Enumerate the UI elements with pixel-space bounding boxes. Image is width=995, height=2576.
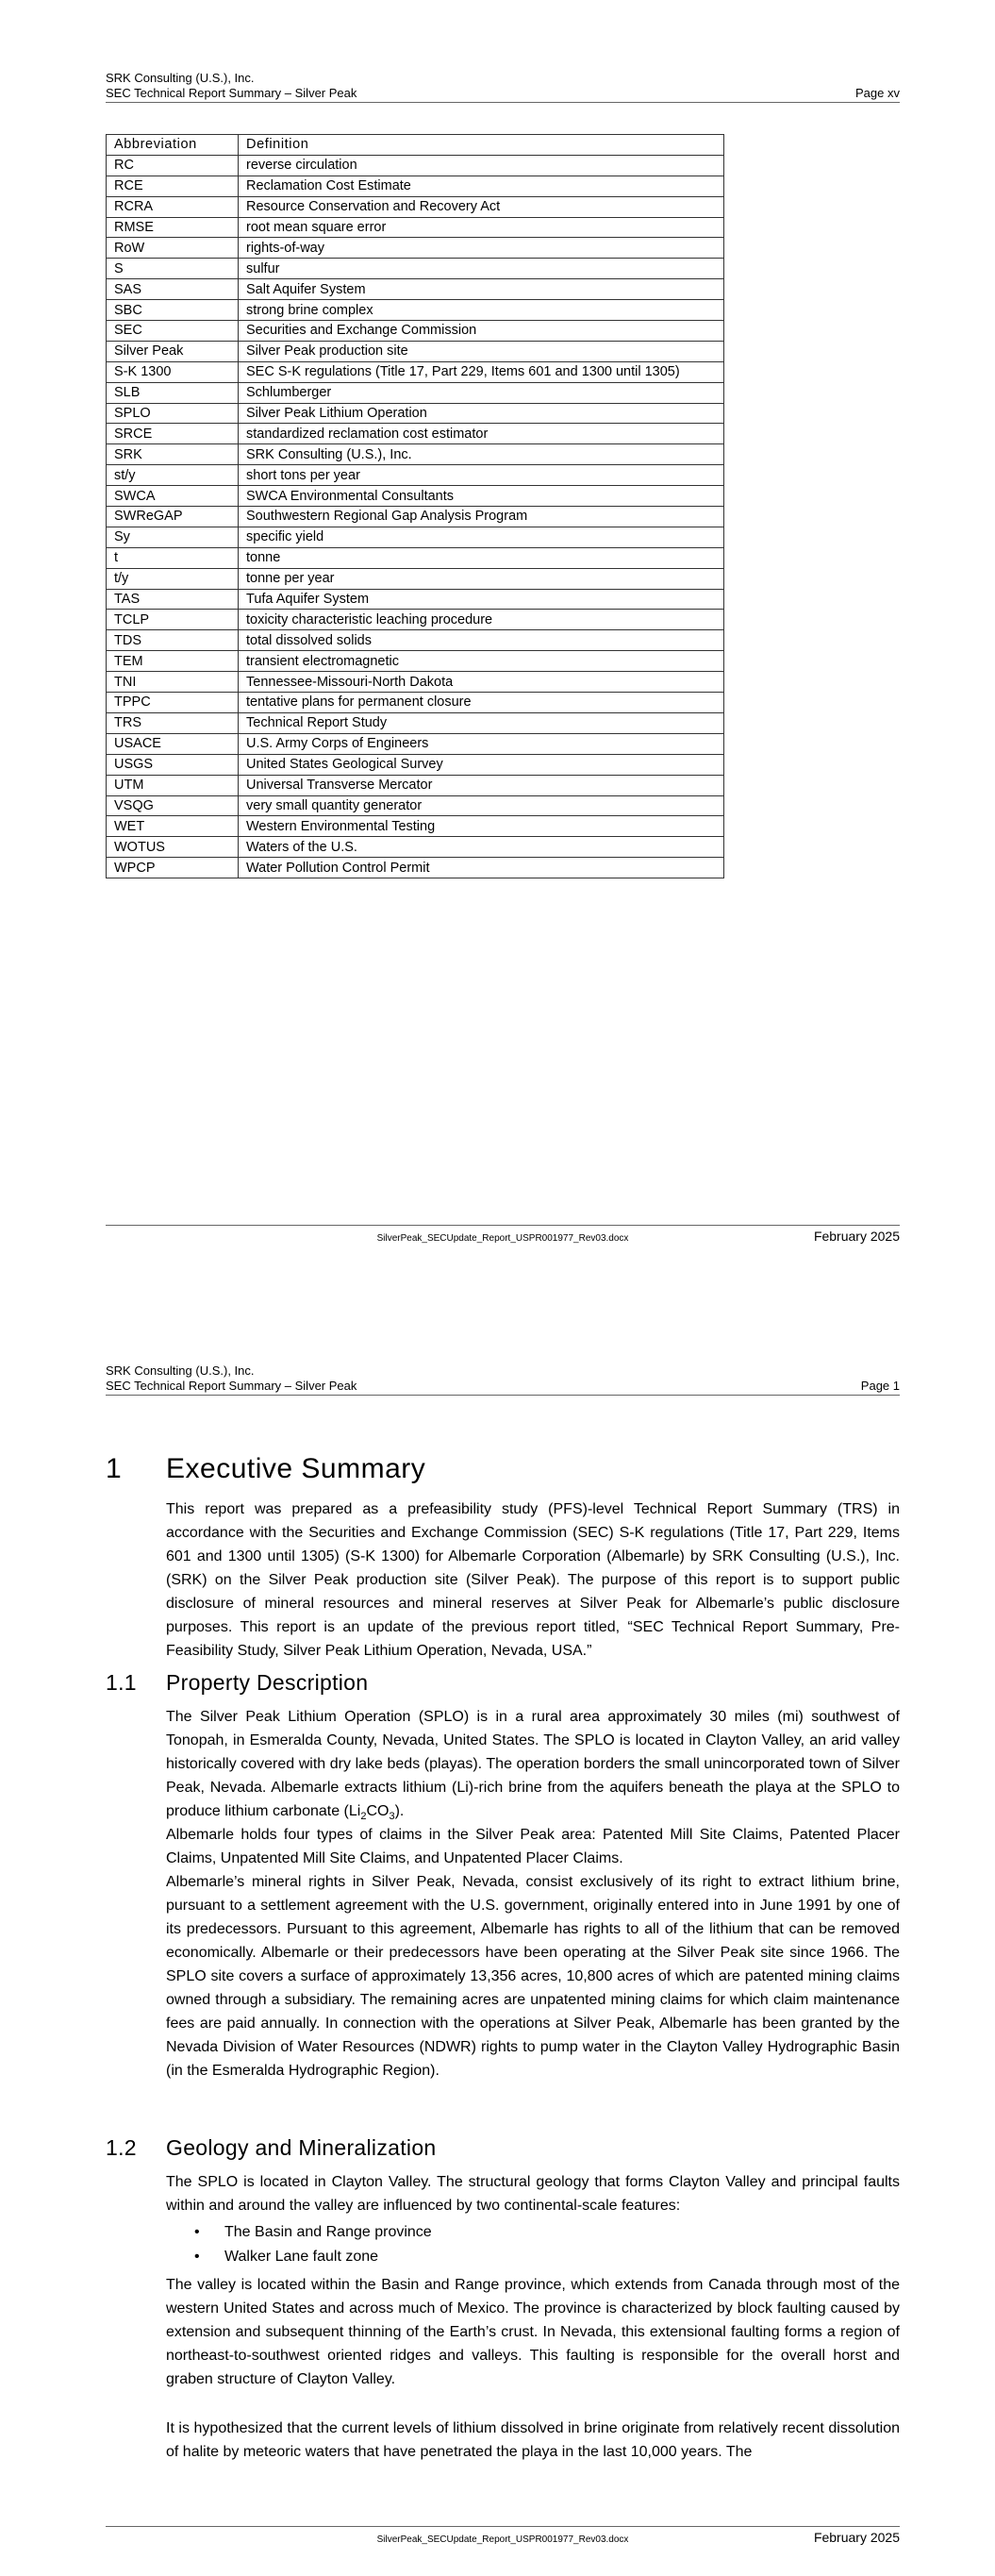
footer-date: February 2025 bbox=[813, 1229, 900, 1244]
abbreviation-cell: S-K 1300 bbox=[107, 361, 239, 382]
table-row bbox=[107, 403, 724, 424]
definition-cell: Silver Peak Lithium Operation bbox=[239, 403, 724, 424]
table-row bbox=[107, 238, 724, 259]
section-heading-geology-mineralization bbox=[106, 2134, 437, 2161]
abbreviation-cell: TPPC bbox=[107, 693, 239, 713]
definition-cell: Universal Transverse Mercator bbox=[239, 775, 724, 795]
table-row bbox=[107, 279, 724, 300]
table-row bbox=[107, 361, 724, 382]
table-row bbox=[107, 568, 724, 589]
table-row bbox=[107, 155, 724, 176]
table-row bbox=[107, 630, 724, 651]
subscript: 3 bbox=[389, 1811, 395, 1823]
abbreviation-cell: RCRA bbox=[107, 196, 239, 217]
abbreviation-cell: WOTUS bbox=[107, 837, 239, 858]
page-footer bbox=[106, 2526, 900, 2550]
definition-cell: Southwestern Regional Gap Analysis Program bbox=[239, 507, 724, 527]
footer-date: February 2025 bbox=[813, 2530, 900, 2545]
definition-cell: SWCA Environmental Consultants bbox=[239, 486, 724, 507]
table-row bbox=[107, 712, 724, 733]
geology-paragraph-3: It is hypothesized that the current levels of lithium dissolved in brine originate from relatively recent dissolution of halite by meteoric waters that have penetrated the playa in the last 10,000 years. The bbox=[166, 2420, 900, 2460]
abbreviation-cell: SWReGAP bbox=[107, 507, 239, 527]
abbreviation-cell: Silver Peak bbox=[107, 341, 239, 361]
abbreviation-cell: SAS bbox=[107, 279, 239, 300]
abbreviation-cell: TCLP bbox=[107, 610, 239, 630]
abbreviation-cell: UTM bbox=[107, 775, 239, 795]
table-row bbox=[107, 589, 724, 610]
definition-cell: transient electromagnetic bbox=[239, 651, 724, 672]
definition-cell: Technical Report Study bbox=[239, 712, 724, 733]
table-row bbox=[107, 217, 724, 238]
abbreviation-cell: TEM bbox=[107, 651, 239, 672]
page-footer bbox=[106, 1225, 900, 1248]
definition-cell: short tons per year bbox=[239, 465, 724, 486]
geology-bullet-list bbox=[166, 2220, 900, 2268]
abbreviation-cell: RoW bbox=[107, 238, 239, 259]
definition-cell: Water Pollution Control Permit bbox=[239, 858, 724, 878]
definition-cell: root mean square error bbox=[239, 217, 724, 238]
abbreviation-cell: SRK bbox=[107, 444, 239, 465]
definition-cell: Schlumberger bbox=[239, 382, 724, 403]
subscript: 2 bbox=[360, 1811, 367, 1823]
abbreviation-cell: Sy bbox=[107, 527, 239, 547]
header-page-number: Page 1 bbox=[860, 1379, 900, 1393]
abbreviation-cell: st/y bbox=[107, 465, 239, 486]
table-row bbox=[107, 651, 724, 672]
abbreviation-table bbox=[106, 134, 724, 878]
section-number: 1 bbox=[106, 1453, 123, 1484]
definition-cell: SRK Consulting (U.S.), Inc. bbox=[239, 444, 724, 465]
table-row bbox=[107, 816, 724, 837]
abbreviation-cell: TRS bbox=[107, 712, 239, 733]
footer-filename: SilverPeak_SECUpdate_Report_USPR001977_Rev03.docx bbox=[376, 2534, 629, 2545]
abbreviation-cell: RCE bbox=[107, 176, 239, 196]
definition-cell: Tufa Aquifer System bbox=[239, 589, 724, 610]
table-row bbox=[107, 527, 724, 547]
document-page-1 bbox=[0, 1288, 995, 2576]
table-row bbox=[107, 465, 724, 486]
definition-cell: standardized reclamation cost estimator bbox=[239, 424, 724, 444]
table-row bbox=[107, 693, 724, 713]
definition-cell: Reclamation Cost Estimate bbox=[239, 176, 724, 196]
definition-cell: sulfur bbox=[239, 259, 724, 279]
property-description-paragraph-3: Albemarle’s mineral rights in Silver Peak, Nevada, consist exclusively of its right to extract lithium brine, pursuant to a settlement agreement with the U.S. government, originally entered into in June 1991 by one of its predecessors. Pursuant to this agreement, Albemarle has rights to all of the lithium that can be removed economically. Albemarle or their predecessors have been operating at the Silver Peak site since 1966. The SPLO site covers a surface of approximately 13,356 acres, 10,800 acres of which are patented mining claims owned through a subsidiary. The remaining acres are unpatented mining claims for which claim maintenance fees are paid annually. In connection with the operations at Silver Peak, Albemarle has been granted by the Nevada Division of Water Resources (NDWR) rights to pump water in the Clayton Valley Hydrographic Basin (in the Esmeralda Hydrographic Region). bbox=[166, 1874, 900, 2079]
definition-cell: Waters of the U.S. bbox=[239, 837, 724, 858]
abbreviation-cell: VSQG bbox=[107, 795, 239, 816]
definition-cell: very small quantity generator bbox=[239, 795, 724, 816]
definition-cell: United States Geological Survey bbox=[239, 754, 724, 775]
abbreviation-cell: SBC bbox=[107, 300, 239, 321]
definition-cell: specific yield bbox=[239, 527, 724, 547]
table-row bbox=[107, 754, 724, 775]
property-description-paragraph-1 bbox=[166, 1705, 900, 1829]
abbreviation-cell: RC bbox=[107, 155, 239, 176]
table-row bbox=[107, 176, 724, 196]
definition-cell: reverse circulation bbox=[239, 155, 724, 176]
column-header-abbreviation: Abbreviation bbox=[107, 135, 239, 156]
property-description-paragraph-2: Albemarle holds four types of claims in the Silver Peak area: Patented Mill Site Claims, Patented Placer Claims, Unpatented Mill Site Claims, and Unpatented Placer Claims. bbox=[166, 1827, 900, 1866]
table-row bbox=[107, 507, 724, 527]
abbreviation-cell: USACE bbox=[107, 733, 239, 754]
table-row bbox=[107, 341, 724, 361]
definition-cell: Western Environmental Testing bbox=[239, 816, 724, 837]
table-row bbox=[107, 196, 724, 217]
table-row bbox=[107, 672, 724, 693]
geology-paragraph-1: The SPLO is located in Clayton Valley. The structural geology that forms Clayton Valley and principal faults within and around the valley are influenced by two continental-scale features: bbox=[166, 2174, 900, 2214]
definition-cell: Securities and Exchange Commission bbox=[239, 321, 724, 342]
list-item: • The Basin and Range province bbox=[166, 2220, 900, 2245]
abbreviation-cell: SLB bbox=[107, 382, 239, 403]
paragraph-text: The Silver Peak Lithium Operation (SPLO) is in a rural area approximately 30 miles (mi) southwest of Tonopah, in Esmeralda County, Nevada, United States. The SPLO is located in Clayton Valley, an arid valley historically covered with dry lake beds (playas). The operation borders the small unincorporated town of Silver Peak, Nevada. Albemarle extracts lithium (Li)-rich brine from the aquifers beneath the playa at the SPLO to produce lithium carbonate (Li bbox=[166, 1709, 900, 1819]
table-row bbox=[107, 610, 724, 630]
section-title: Property Description bbox=[166, 1670, 369, 1695]
definition-cell: tonne per year bbox=[239, 568, 724, 589]
table-row bbox=[107, 775, 724, 795]
abbreviation-cell: SWCA bbox=[107, 486, 239, 507]
definition-cell: rights-of-way bbox=[239, 238, 724, 259]
geology-paragraph-2: The valley is located within the Basin and Range province, which extends from Canada through most of the western United States and across much of Mexico. The province is characterized by block faulting caused by extension and subsequent thinning of the Earth’s crust. In Nevada, this extensional faulting forms a region of northeast-to-southwest oriented ridges and valleys. This faulting is responsible for the overall horst and graben structure of Clayton Valley. bbox=[166, 2277, 900, 2387]
section-title: Executive Summary bbox=[166, 1453, 426, 1484]
abbreviation-cell: TNI bbox=[107, 672, 239, 693]
header-company: SRK Consulting (U.S.), Inc. bbox=[106, 71, 255, 85]
paragraph-text: CO bbox=[366, 1803, 390, 1819]
definition-cell: tonne bbox=[239, 547, 724, 568]
table-row bbox=[107, 259, 724, 279]
definition-cell: tentative plans for permanent closure bbox=[239, 693, 724, 713]
table-header-row bbox=[107, 135, 724, 156]
definition-cell: Silver Peak production site bbox=[239, 341, 724, 361]
definition-cell: SEC S-K regulations (Title 17, Part 229, Items 601 and 1300 until 1305) bbox=[239, 361, 724, 382]
header-page-number: Page xv bbox=[855, 86, 900, 100]
abbreviation-cell: t/y bbox=[107, 568, 239, 589]
table-row bbox=[107, 837, 724, 858]
table-row bbox=[107, 444, 724, 465]
footer-filename: SilverPeak_SECUpdate_Report_USPR001977_Rev03.docx bbox=[376, 1233, 629, 1244]
table-row bbox=[107, 382, 724, 403]
abbreviation-cell: USGS bbox=[107, 754, 239, 775]
header-company: SRK Consulting (U.S.), Inc. bbox=[106, 1363, 255, 1378]
abbreviation-cell: WET bbox=[107, 816, 239, 837]
page-header bbox=[106, 71, 900, 103]
definition-cell: U.S. Army Corps of Engineers bbox=[239, 733, 724, 754]
section-title: Geology and Mineralization bbox=[166, 2135, 437, 2160]
abbreviation-table-body bbox=[107, 155, 724, 878]
table-row bbox=[107, 424, 724, 444]
paragraph-text: ). bbox=[394, 1803, 405, 1819]
abbreviation-cell: t bbox=[107, 547, 239, 568]
column-header-definition: Definition bbox=[239, 135, 724, 156]
definition-cell: toxicity characteristic leaching procedure bbox=[239, 610, 724, 630]
definition-cell: Salt Aquifer System bbox=[239, 279, 724, 300]
definition-cell: total dissolved solids bbox=[239, 630, 724, 651]
page-content bbox=[106, 1288, 900, 2515]
abbreviation-cell: SEC bbox=[107, 321, 239, 342]
abbreviation-cell: RMSE bbox=[107, 217, 239, 238]
table-row bbox=[107, 733, 724, 754]
header-report-title: SEC Technical Report Summary – Silver Peak bbox=[106, 1379, 357, 1393]
definition-cell: Resource Conservation and Recovery Act bbox=[239, 196, 724, 217]
definition-cell: Tennessee-Missouri-North Dakota bbox=[239, 672, 724, 693]
list-item: • Walker Lane fault zone bbox=[166, 2245, 900, 2269]
abbreviation-cell: TDS bbox=[107, 630, 239, 651]
table-row bbox=[107, 300, 724, 321]
table-row bbox=[107, 547, 724, 568]
header-report-title: SEC Technical Report Summary – Silver Peak bbox=[106, 86, 357, 100]
section-number: 1.2 bbox=[106, 2135, 137, 2160]
section-number: 1.1 bbox=[106, 1670, 137, 1695]
abbreviation-cell: S bbox=[107, 259, 239, 279]
table-row bbox=[107, 858, 724, 878]
abbreviation-cell: SPLO bbox=[107, 403, 239, 424]
table-row bbox=[107, 486, 724, 507]
abbreviation-cell: WPCP bbox=[107, 858, 239, 878]
abbreviation-cell: SRCE bbox=[107, 424, 239, 444]
abbreviation-cell: TAS bbox=[107, 589, 239, 610]
table-row bbox=[107, 795, 724, 816]
table-row bbox=[107, 321, 724, 342]
section-heading-executive-summary bbox=[106, 1453, 425, 1485]
section-heading-property-description bbox=[106, 1669, 368, 1696]
definition-cell: strong brine complex bbox=[239, 300, 724, 321]
executive-summary-intro: This report was prepared as a prefeasibility study (PFS)-level Technical Report Summary (TRS) in accordance with the Securities and Exchange Commission (SEC) S-K regulations (Title 17, Part 229, Items 601 and 1300 until 1305) (S-K 1300) for Albemarle Corporation (Albemarle) by SRK Consulting (U.S.), Inc. (SRK) on the Silver Peak production site (Silver Peak). The purpose of this report is to support public disclosure of mineral resources and mineral reserves at Silver Peak for Albemarle’s public disclosure purposes. This report is an update of the previous report titled, “SEC Technical Report Summary, Pre-Feasibility Study, Silver Peak Lithium Operation, Nevada, USA.” bbox=[166, 1501, 900, 1659]
